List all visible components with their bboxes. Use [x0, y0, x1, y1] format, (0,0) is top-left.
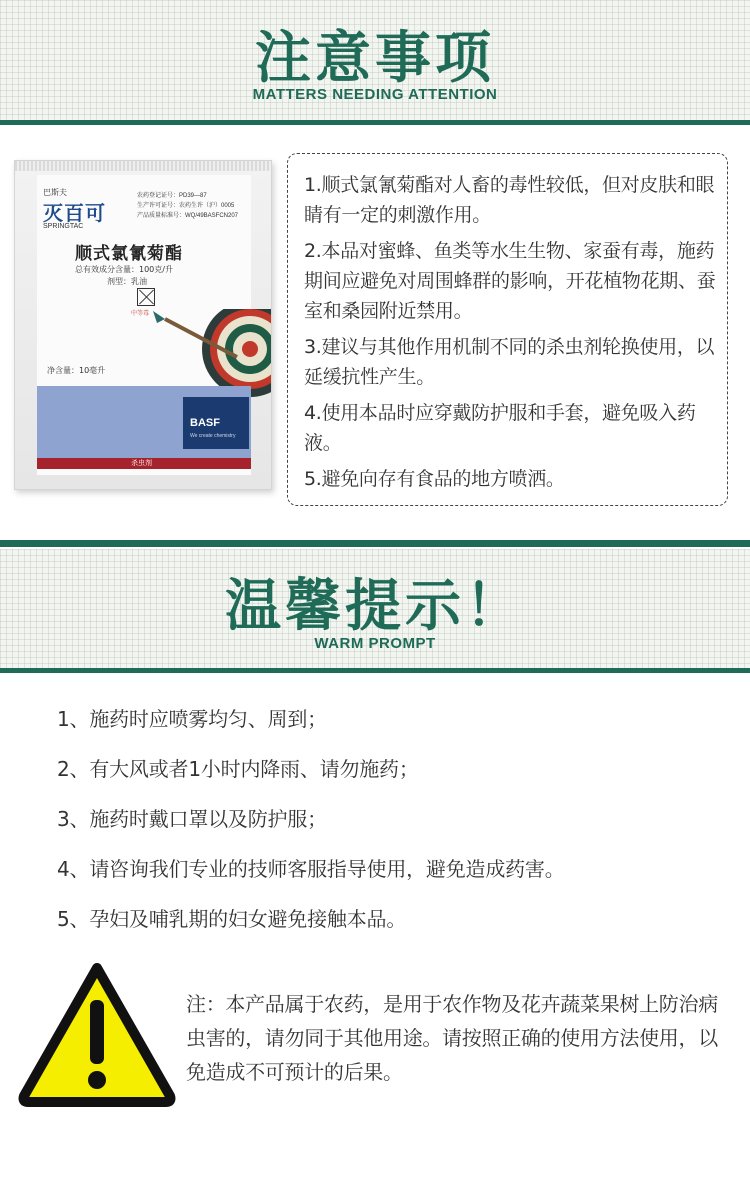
tips-list — [57, 704, 737, 954]
note-item: 4.使用本品时应穿戴防护服和手套，避免吸入药液。 — [304, 402, 696, 454]
attention-subtitle: MATTERS NEEDING ATTENTION — [252, 86, 498, 103]
package-formulation: 剂型：乳油 — [107, 277, 147, 286]
tip-item: 2、有大风或者1小时内降雨、请勿施药； — [57, 757, 419, 781]
package-product-name: 顺式氯氰菊酯 — [75, 244, 183, 264]
attention-notes-box — [287, 153, 728, 506]
package-category: 杀虫剂 — [131, 459, 152, 467]
tip-item: 4、请咨询我们专业的技师客服指导使用，避免造成药害。 — [57, 857, 565, 881]
package-brand-en: SPRINGTAC — [43, 223, 84, 230]
warning-triangle-icon — [16, 960, 178, 1108]
package-net-content: 净含量：10毫升 — [47, 366, 106, 375]
prompt-subtitle: WARM PROMPT — [314, 635, 436, 652]
basf-logo: BASF — [190, 417, 220, 429]
note-item: 2.本品对蜜蜂、鱼类等水生生物、家蚕有毒，施药期间应避免对周围蜂群的影响，开花植物花期、蚕室和桑园附近禁用。 — [304, 240, 716, 322]
toxicity-symbol-icon — [137, 288, 155, 306]
attention-header-divider — [0, 120, 750, 125]
note-item: 5.避免向存有食品的地方喷洒。 — [304, 468, 565, 490]
package-content: 总有效成分含量：100克/升 — [75, 265, 173, 274]
prompt-header-top-divider — [0, 540, 750, 547]
attention-title: 注意事项 — [255, 26, 495, 91]
tip-item: 1、施药时应喷雾均匀、周到； — [57, 707, 327, 731]
package-reg-line: 生产许可证号：农药生许（沪）0005 — [137, 203, 235, 209]
tip-item: 5、孕妇及哺乳期的妇女避免接触本品。 — [57, 907, 407, 931]
note-item: 3.建议与其他作用机制不同的杀虫剂轮换使用，以延缓抗性产生。 — [304, 336, 715, 388]
prompt-header-divider — [0, 668, 750, 673]
warning-note: 注：本产品属于农药，是用于农作物及花卉蔬菜果树上防治病虫害的，请勿同于其他用途。请按照正确的使用方法使用，以免造成不可预计的后果。 — [186, 992, 718, 1084]
package-toxicity: 中等毒 — [131, 310, 150, 317]
package-seal-edge — [15, 161, 271, 171]
note-item: 1.顺式氯氰菊酯对人畜的毒性较低，但对皮肤和眼睛有一定的刺激作用。 — [304, 174, 715, 226]
basf-slogan: We create chemistry — [190, 433, 236, 439]
prompt-title: 温馨提示！ — [225, 574, 525, 639]
package-reg-line: 农药登记证号：PD39—87 — [137, 193, 207, 199]
package-registration — [137, 191, 257, 221]
tip-item: 3、施药时戴口罩以及防护服； — [57, 807, 327, 831]
package-brand-small: 巴斯夫 — [43, 188, 67, 197]
package-reg-line: 产品质量标准号：WQ/49BASFCN207 — [137, 213, 239, 219]
product-package-image — [14, 160, 272, 490]
package-brand: 灭百可 — [43, 201, 106, 225]
